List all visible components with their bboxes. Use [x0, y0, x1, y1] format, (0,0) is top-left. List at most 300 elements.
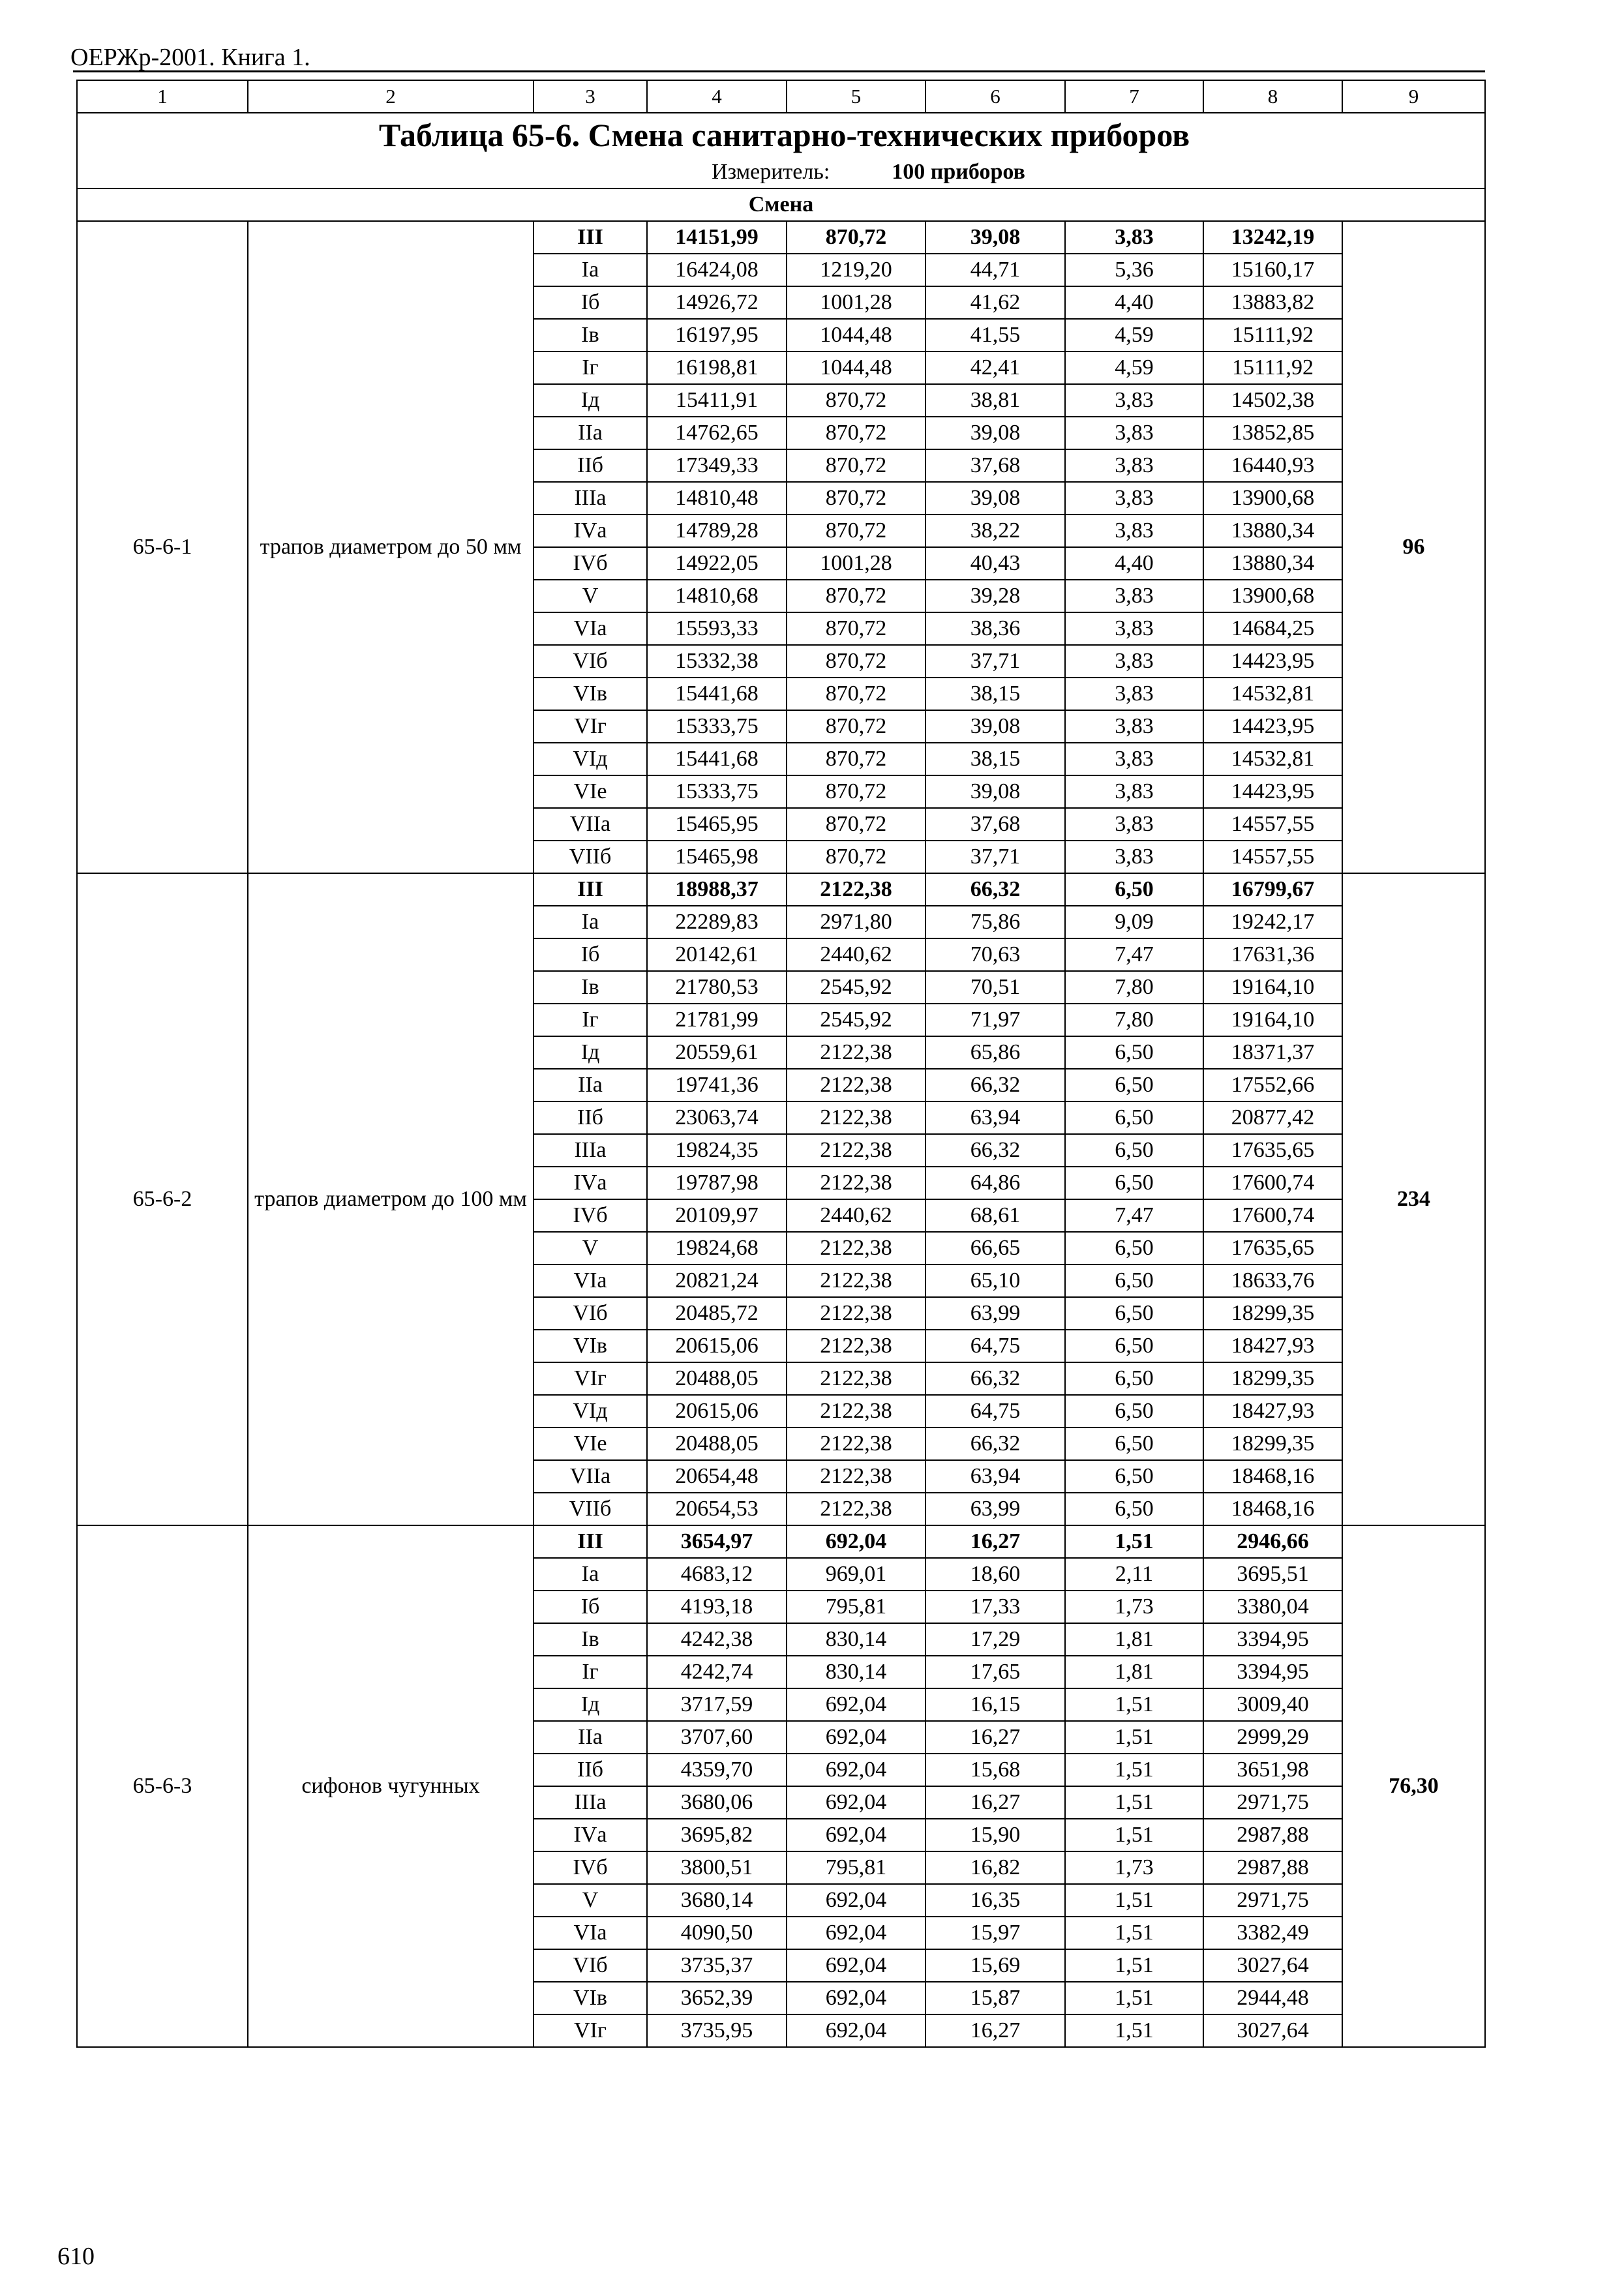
- value-cell: 6,50: [1065, 1428, 1203, 1460]
- value-cell: 66,65: [925, 1232, 1065, 1264]
- value-cell: 15465,95: [647, 808, 787, 841]
- value-cell: 37,71: [925, 841, 1065, 873]
- column-number: 4: [647, 80, 787, 113]
- value-cell: 39,08: [925, 417, 1065, 449]
- zone-cell: Iа: [534, 906, 647, 938]
- value-cell: 2122,38: [787, 1362, 925, 1395]
- zone-cell: VIв: [534, 1982, 647, 2014]
- value-cell: 1219,20: [787, 254, 925, 286]
- value-cell: 18427,93: [1203, 1330, 1342, 1362]
- zone-cell: III: [534, 1525, 647, 1558]
- unit-value: 100 приборов: [892, 160, 1025, 184]
- value-cell: 1,51: [1065, 1884, 1203, 1917]
- value-cell: 14502,38: [1203, 384, 1342, 417]
- value-cell: 2971,75: [1203, 1786, 1342, 1819]
- value-cell: 4359,70: [647, 1754, 787, 1786]
- value-cell: 14423,95: [1203, 710, 1342, 743]
- value-cell: 4,59: [1065, 319, 1203, 352]
- value-cell: 3651,98: [1203, 1754, 1342, 1786]
- value-cell: 42,41: [925, 352, 1065, 384]
- value-cell: 63,94: [925, 1101, 1065, 1134]
- value-cell: 870,72: [787, 384, 925, 417]
- zone-cell: VIа: [534, 1264, 647, 1297]
- zone-cell: VIв: [534, 1330, 647, 1362]
- value-cell: 6,50: [1065, 1167, 1203, 1199]
- value-cell: 3,83: [1065, 221, 1203, 254]
- zone-cell: Iд: [534, 384, 647, 417]
- column-number: 1: [77, 80, 248, 113]
- table-body: [77, 80, 1485, 2047]
- value-cell: 18468,16: [1203, 1493, 1342, 1525]
- zone-cell: IVб: [534, 1851, 647, 1884]
- value-cell: 16,27: [925, 1721, 1065, 1754]
- value-cell: 7,80: [1065, 1004, 1203, 1036]
- value-cell: 21781,99: [647, 1004, 787, 1036]
- value-cell: 870,72: [787, 645, 925, 678]
- value-cell: 6,50: [1065, 1460, 1203, 1493]
- work-name: трапов диаметром до 50 мм: [248, 221, 534, 873]
- value-cell: 830,14: [787, 1656, 925, 1688]
- value-cell: 870,72: [787, 221, 925, 254]
- value-cell: 13242,19: [1203, 221, 1342, 254]
- value-cell: 870,72: [787, 710, 925, 743]
- column-number: 2: [248, 80, 534, 113]
- zone-cell: Iг: [534, 352, 647, 384]
- value-cell: 63,99: [925, 1297, 1065, 1330]
- value-cell: 14810,68: [647, 580, 787, 612]
- value-cell: 3695,51: [1203, 1558, 1342, 1591]
- value-cell: 3654,97: [647, 1525, 787, 1558]
- value-cell: 692,04: [787, 1819, 925, 1851]
- section-label: Смена: [77, 188, 1485, 221]
- value-cell: 18427,93: [1203, 1395, 1342, 1428]
- value-cell: 830,14: [787, 1623, 925, 1656]
- value-cell: 39,08: [925, 710, 1065, 743]
- value-cell: 14810,48: [647, 482, 787, 515]
- value-cell: 2440,62: [787, 938, 925, 971]
- zone-cell: IVа: [534, 1819, 647, 1851]
- zone-cell: IIIа: [534, 482, 647, 515]
- value-cell: 7,80: [1065, 971, 1203, 1004]
- value-cell: 20559,61: [647, 1036, 787, 1069]
- unit-line: [78, 157, 1484, 188]
- value-cell: 63,99: [925, 1493, 1065, 1525]
- value-cell: 14532,81: [1203, 743, 1342, 775]
- value-cell: 3717,59: [647, 1688, 787, 1721]
- zone-cell: Iа: [534, 254, 647, 286]
- total-value: 234: [1342, 873, 1485, 1525]
- value-cell: 19242,17: [1203, 906, 1342, 938]
- value-cell: 2987,88: [1203, 1819, 1342, 1851]
- value-cell: 692,04: [787, 1884, 925, 1917]
- zone-cell: Iг: [534, 1656, 647, 1688]
- value-cell: 23063,74: [647, 1101, 787, 1134]
- value-cell: 16,82: [925, 1851, 1065, 1884]
- value-cell: 2971,80: [787, 906, 925, 938]
- value-cell: 1,51: [1065, 1982, 1203, 2014]
- value-cell: 3,83: [1065, 580, 1203, 612]
- value-cell: 1,81: [1065, 1623, 1203, 1656]
- table-title-cell: [77, 113, 1485, 188]
- value-cell: 44,71: [925, 254, 1065, 286]
- value-cell: 692,04: [787, 1786, 925, 1819]
- value-cell: 18633,76: [1203, 1264, 1342, 1297]
- value-cell: 20142,61: [647, 938, 787, 971]
- value-cell: 41,62: [925, 286, 1065, 319]
- column-number: 5: [787, 80, 925, 113]
- zone-cell: Iб: [534, 286, 647, 319]
- value-cell: 38,81: [925, 384, 1065, 417]
- zone-cell: VIд: [534, 1395, 647, 1428]
- value-cell: 21780,53: [647, 971, 787, 1004]
- value-cell: 15441,68: [647, 678, 787, 710]
- work-name: трапов диаметром до 100 мм: [248, 873, 534, 1525]
- value-cell: 2946,66: [1203, 1525, 1342, 1558]
- value-cell: 17631,36: [1203, 938, 1342, 971]
- value-cell: 70,63: [925, 938, 1065, 971]
- table-row: [77, 873, 1485, 906]
- zone-cell: VIб: [534, 1297, 647, 1330]
- value-cell: 66,32: [925, 1069, 1065, 1101]
- value-cell: 3009,40: [1203, 1688, 1342, 1721]
- value-cell: 3652,39: [647, 1982, 787, 2014]
- zone-cell: VIб: [534, 645, 647, 678]
- value-cell: 870,72: [787, 808, 925, 841]
- zone-cell: VIа: [534, 1917, 647, 1949]
- value-cell: 14532,81: [1203, 678, 1342, 710]
- zone-cell: VIIа: [534, 1460, 647, 1493]
- value-cell: 9,09: [1065, 906, 1203, 938]
- value-cell: 15333,75: [647, 775, 787, 808]
- zone-cell: IIа: [534, 1069, 647, 1101]
- value-cell: 692,04: [787, 1721, 925, 1754]
- value-cell: 3735,95: [647, 2014, 787, 2047]
- value-cell: 19164,10: [1203, 1004, 1342, 1036]
- value-cell: 1,51: [1065, 1688, 1203, 1721]
- value-cell: 2999,29: [1203, 1721, 1342, 1754]
- value-cell: 71,97: [925, 1004, 1065, 1036]
- value-cell: 65,10: [925, 1264, 1065, 1297]
- value-cell: 15111,92: [1203, 352, 1342, 384]
- value-cell: 20485,72: [647, 1297, 787, 1330]
- value-cell: 3707,60: [647, 1721, 787, 1754]
- value-cell: 692,04: [787, 1688, 925, 1721]
- value-cell: 15,87: [925, 1982, 1065, 2014]
- value-cell: 1044,48: [787, 319, 925, 352]
- value-cell: 870,72: [787, 449, 925, 482]
- zone-cell: IIIа: [534, 1134, 647, 1167]
- value-cell: 15411,91: [647, 384, 787, 417]
- table-title-row: [77, 113, 1485, 188]
- column-number: 6: [925, 80, 1065, 113]
- zone-cell: IVб: [534, 1199, 647, 1232]
- value-cell: 5,36: [1065, 254, 1203, 286]
- value-cell: 41,55: [925, 319, 1065, 352]
- value-cell: 6,50: [1065, 1101, 1203, 1134]
- table-row: [77, 221, 1485, 254]
- value-cell: 68,61: [925, 1199, 1065, 1232]
- zone-cell: Iа: [534, 1558, 647, 1591]
- value-cell: 38,15: [925, 743, 1065, 775]
- value-cell: 15441,68: [647, 743, 787, 775]
- value-cell: 6,50: [1065, 1395, 1203, 1428]
- value-cell: 66,32: [925, 1134, 1065, 1167]
- value-cell: 1,51: [1065, 1949, 1203, 1982]
- value-cell: 1,81: [1065, 1656, 1203, 1688]
- value-cell: 870,72: [787, 743, 925, 775]
- value-cell: 1,51: [1065, 1721, 1203, 1754]
- value-cell: 2,11: [1065, 1558, 1203, 1591]
- value-cell: 4,40: [1065, 286, 1203, 319]
- column-number: 9: [1342, 80, 1485, 113]
- value-cell: 15333,75: [647, 710, 787, 743]
- value-cell: 14789,28: [647, 515, 787, 547]
- value-cell: 3735,37: [647, 1949, 787, 1982]
- total-value: 76,30: [1342, 1525, 1485, 2047]
- value-cell: 40,43: [925, 547, 1065, 580]
- value-cell: 2122,38: [787, 1101, 925, 1134]
- value-cell: 3394,95: [1203, 1623, 1342, 1656]
- zone-cell: Iд: [534, 1036, 647, 1069]
- value-cell: 20488,05: [647, 1362, 787, 1395]
- value-cell: 3,83: [1065, 743, 1203, 775]
- value-cell: 969,01: [787, 1558, 925, 1591]
- value-cell: 39,08: [925, 775, 1065, 808]
- value-cell: 3,83: [1065, 515, 1203, 547]
- value-cell: 3027,64: [1203, 1949, 1342, 1982]
- value-cell: 3680,06: [647, 1786, 787, 1819]
- value-cell: 18299,35: [1203, 1428, 1342, 1460]
- work-name: сифонов чугунных: [248, 1525, 534, 2047]
- value-cell: 3,83: [1065, 482, 1203, 515]
- zone-cell: VIг: [534, 1362, 647, 1395]
- value-cell: 14557,55: [1203, 808, 1342, 841]
- value-cell: 3,83: [1065, 678, 1203, 710]
- value-cell: 870,72: [787, 515, 925, 547]
- value-cell: 14926,72: [647, 286, 787, 319]
- value-cell: 6,50: [1065, 1330, 1203, 1362]
- value-cell: 3695,82: [647, 1819, 787, 1851]
- value-cell: 1,51: [1065, 1786, 1203, 1819]
- header-rule: [73, 70, 1485, 72]
- value-cell: 2122,38: [787, 1493, 925, 1525]
- rates-table: [76, 80, 1486, 2048]
- value-cell: 18,60: [925, 1558, 1065, 1591]
- rate-code: 65-6-1: [77, 221, 248, 873]
- value-cell: 3800,51: [647, 1851, 787, 1884]
- value-cell: 15332,38: [647, 645, 787, 678]
- value-cell: 38,36: [925, 612, 1065, 645]
- value-cell: 65,86: [925, 1036, 1065, 1069]
- value-cell: 870,72: [787, 775, 925, 808]
- value-cell: 1001,28: [787, 547, 925, 580]
- value-cell: 14922,05: [647, 547, 787, 580]
- value-cell: 18468,16: [1203, 1460, 1342, 1493]
- value-cell: 2122,38: [787, 1395, 925, 1428]
- zone-cell: Iв: [534, 1623, 647, 1656]
- value-cell: 14762,65: [647, 417, 787, 449]
- value-cell: 19164,10: [1203, 971, 1342, 1004]
- value-cell: 3,83: [1065, 775, 1203, 808]
- zone-cell: V: [534, 1232, 647, 1264]
- table-title: Таблица 65-6. Смена санитарно-технических приборов: [378, 117, 1190, 153]
- value-cell: 15,97: [925, 1917, 1065, 1949]
- value-cell: 13900,68: [1203, 580, 1342, 612]
- value-cell: 2545,92: [787, 971, 925, 1004]
- value-cell: 3,83: [1065, 808, 1203, 841]
- value-cell: 870,72: [787, 482, 925, 515]
- value-cell: 37,68: [925, 808, 1065, 841]
- zone-cell: VIд: [534, 743, 647, 775]
- value-cell: 15,68: [925, 1754, 1065, 1786]
- zone-cell: IVа: [534, 1167, 647, 1199]
- zone-cell: Iб: [534, 1591, 647, 1623]
- value-cell: 66,32: [925, 1362, 1065, 1395]
- value-cell: 16440,93: [1203, 449, 1342, 482]
- value-cell: 2122,38: [787, 1264, 925, 1297]
- zone-cell: V: [534, 1884, 647, 1917]
- value-cell: 2971,75: [1203, 1884, 1342, 1917]
- value-cell: 1,51: [1065, 1754, 1203, 1786]
- value-cell: 1,51: [1065, 1525, 1203, 1558]
- value-cell: 20821,24: [647, 1264, 787, 1297]
- value-cell: 66,32: [925, 873, 1065, 906]
- zone-cell: Iв: [534, 319, 647, 352]
- zone-cell: IIб: [534, 1754, 647, 1786]
- value-cell: 692,04: [787, 1982, 925, 2014]
- value-cell: 18371,37: [1203, 1036, 1342, 1069]
- value-cell: 37,68: [925, 449, 1065, 482]
- value-cell: 6,50: [1065, 1264, 1203, 1297]
- value-cell: 870,72: [787, 678, 925, 710]
- value-cell: 20615,06: [647, 1395, 787, 1428]
- value-cell: 20877,42: [1203, 1101, 1342, 1134]
- value-cell: 3,83: [1065, 612, 1203, 645]
- value-cell: 1,51: [1065, 2014, 1203, 2047]
- zone-cell: VIа: [534, 612, 647, 645]
- zone-cell: III: [534, 873, 647, 906]
- value-cell: 63,94: [925, 1460, 1065, 1493]
- value-cell: 3,83: [1065, 645, 1203, 678]
- value-cell: 6,50: [1065, 873, 1203, 906]
- value-cell: 17,29: [925, 1623, 1065, 1656]
- column-number: 8: [1203, 80, 1342, 113]
- value-cell: 20654,48: [647, 1460, 787, 1493]
- value-cell: 64,86: [925, 1167, 1065, 1199]
- value-cell: 3,83: [1065, 384, 1203, 417]
- value-cell: 17,33: [925, 1591, 1065, 1623]
- value-cell: 15465,98: [647, 841, 787, 873]
- zone-cell: IIа: [534, 417, 647, 449]
- value-cell: 2122,38: [787, 1330, 925, 1362]
- value-cell: 17635,65: [1203, 1134, 1342, 1167]
- value-cell: 19741,36: [647, 1069, 787, 1101]
- value-cell: 3,83: [1065, 417, 1203, 449]
- value-cell: 692,04: [787, 1525, 925, 1558]
- value-cell: 3680,14: [647, 1884, 787, 1917]
- value-cell: 16198,81: [647, 352, 787, 384]
- value-cell: 870,72: [787, 841, 925, 873]
- value-cell: 16424,08: [647, 254, 787, 286]
- zone-cell: VIб: [534, 1949, 647, 1982]
- value-cell: 22289,83: [647, 906, 787, 938]
- value-cell: 4090,50: [647, 1917, 787, 1949]
- unit-label: Измеритель:: [712, 160, 830, 184]
- value-cell: 14151,99: [647, 221, 787, 254]
- value-cell: 4242,38: [647, 1623, 787, 1656]
- value-cell: 15,90: [925, 1819, 1065, 1851]
- zone-cell: V: [534, 580, 647, 612]
- value-cell: 19824,68: [647, 1232, 787, 1264]
- value-cell: 2122,38: [787, 1167, 925, 1199]
- zone-cell: IIб: [534, 1101, 647, 1134]
- value-cell: 16,35: [925, 1884, 1065, 1917]
- value-cell: 70,51: [925, 971, 1065, 1004]
- value-cell: 19824,35: [647, 1134, 787, 1167]
- value-cell: 2122,38: [787, 1428, 925, 1460]
- value-cell: 6,50: [1065, 1134, 1203, 1167]
- page-number: 610: [57, 2243, 95, 2270]
- value-cell: 20109,97: [647, 1199, 787, 1232]
- value-cell: 1,73: [1065, 1851, 1203, 1884]
- value-cell: 4193,18: [647, 1591, 787, 1623]
- value-cell: 16,27: [925, 2014, 1065, 2047]
- value-cell: 7,47: [1065, 938, 1203, 971]
- value-cell: 18988,37: [647, 873, 787, 906]
- value-cell: 1044,48: [787, 352, 925, 384]
- zone-cell: IVа: [534, 515, 647, 547]
- value-cell: 2122,38: [787, 1134, 925, 1167]
- rate-code: 65-6-2: [77, 873, 248, 1525]
- section-row: [77, 188, 1485, 221]
- value-cell: 4242,74: [647, 1656, 787, 1688]
- value-cell: 20654,53: [647, 1493, 787, 1525]
- value-cell: 4683,12: [647, 1558, 787, 1591]
- zone-cell: Iв: [534, 971, 647, 1004]
- column-number-row: [77, 80, 1485, 113]
- value-cell: 2944,48: [1203, 1982, 1342, 2014]
- value-cell: 37,71: [925, 645, 1065, 678]
- value-cell: 38,22: [925, 515, 1065, 547]
- zone-cell: VIг: [534, 710, 647, 743]
- value-cell: 6,50: [1065, 1493, 1203, 1525]
- value-cell: 7,47: [1065, 1199, 1203, 1232]
- value-cell: 6,50: [1065, 1362, 1203, 1395]
- value-cell: 16,15: [925, 1688, 1065, 1721]
- value-cell: 14557,55: [1203, 841, 1342, 873]
- value-cell: 17,65: [925, 1656, 1065, 1688]
- value-cell: 2122,38: [787, 1232, 925, 1264]
- value-cell: 870,72: [787, 580, 925, 612]
- value-cell: 39,08: [925, 221, 1065, 254]
- value-cell: 6,50: [1065, 1232, 1203, 1264]
- zone-cell: VIг: [534, 2014, 647, 2047]
- value-cell: 795,81: [787, 1851, 925, 1884]
- zone-cell: Iб: [534, 938, 647, 971]
- value-cell: 15593,33: [647, 612, 787, 645]
- value-cell: 15111,92: [1203, 319, 1342, 352]
- total-value: 96: [1342, 221, 1485, 873]
- value-cell: 2122,38: [787, 873, 925, 906]
- zone-cell: IIа: [534, 1721, 647, 1754]
- value-cell: 692,04: [787, 1754, 925, 1786]
- value-cell: 3027,64: [1203, 2014, 1342, 2047]
- zone-cell: VIIб: [534, 1493, 647, 1525]
- value-cell: 15,69: [925, 1949, 1065, 1982]
- value-cell: 2545,92: [787, 1004, 925, 1036]
- column-number: 3: [534, 80, 647, 113]
- value-cell: 1001,28: [787, 286, 925, 319]
